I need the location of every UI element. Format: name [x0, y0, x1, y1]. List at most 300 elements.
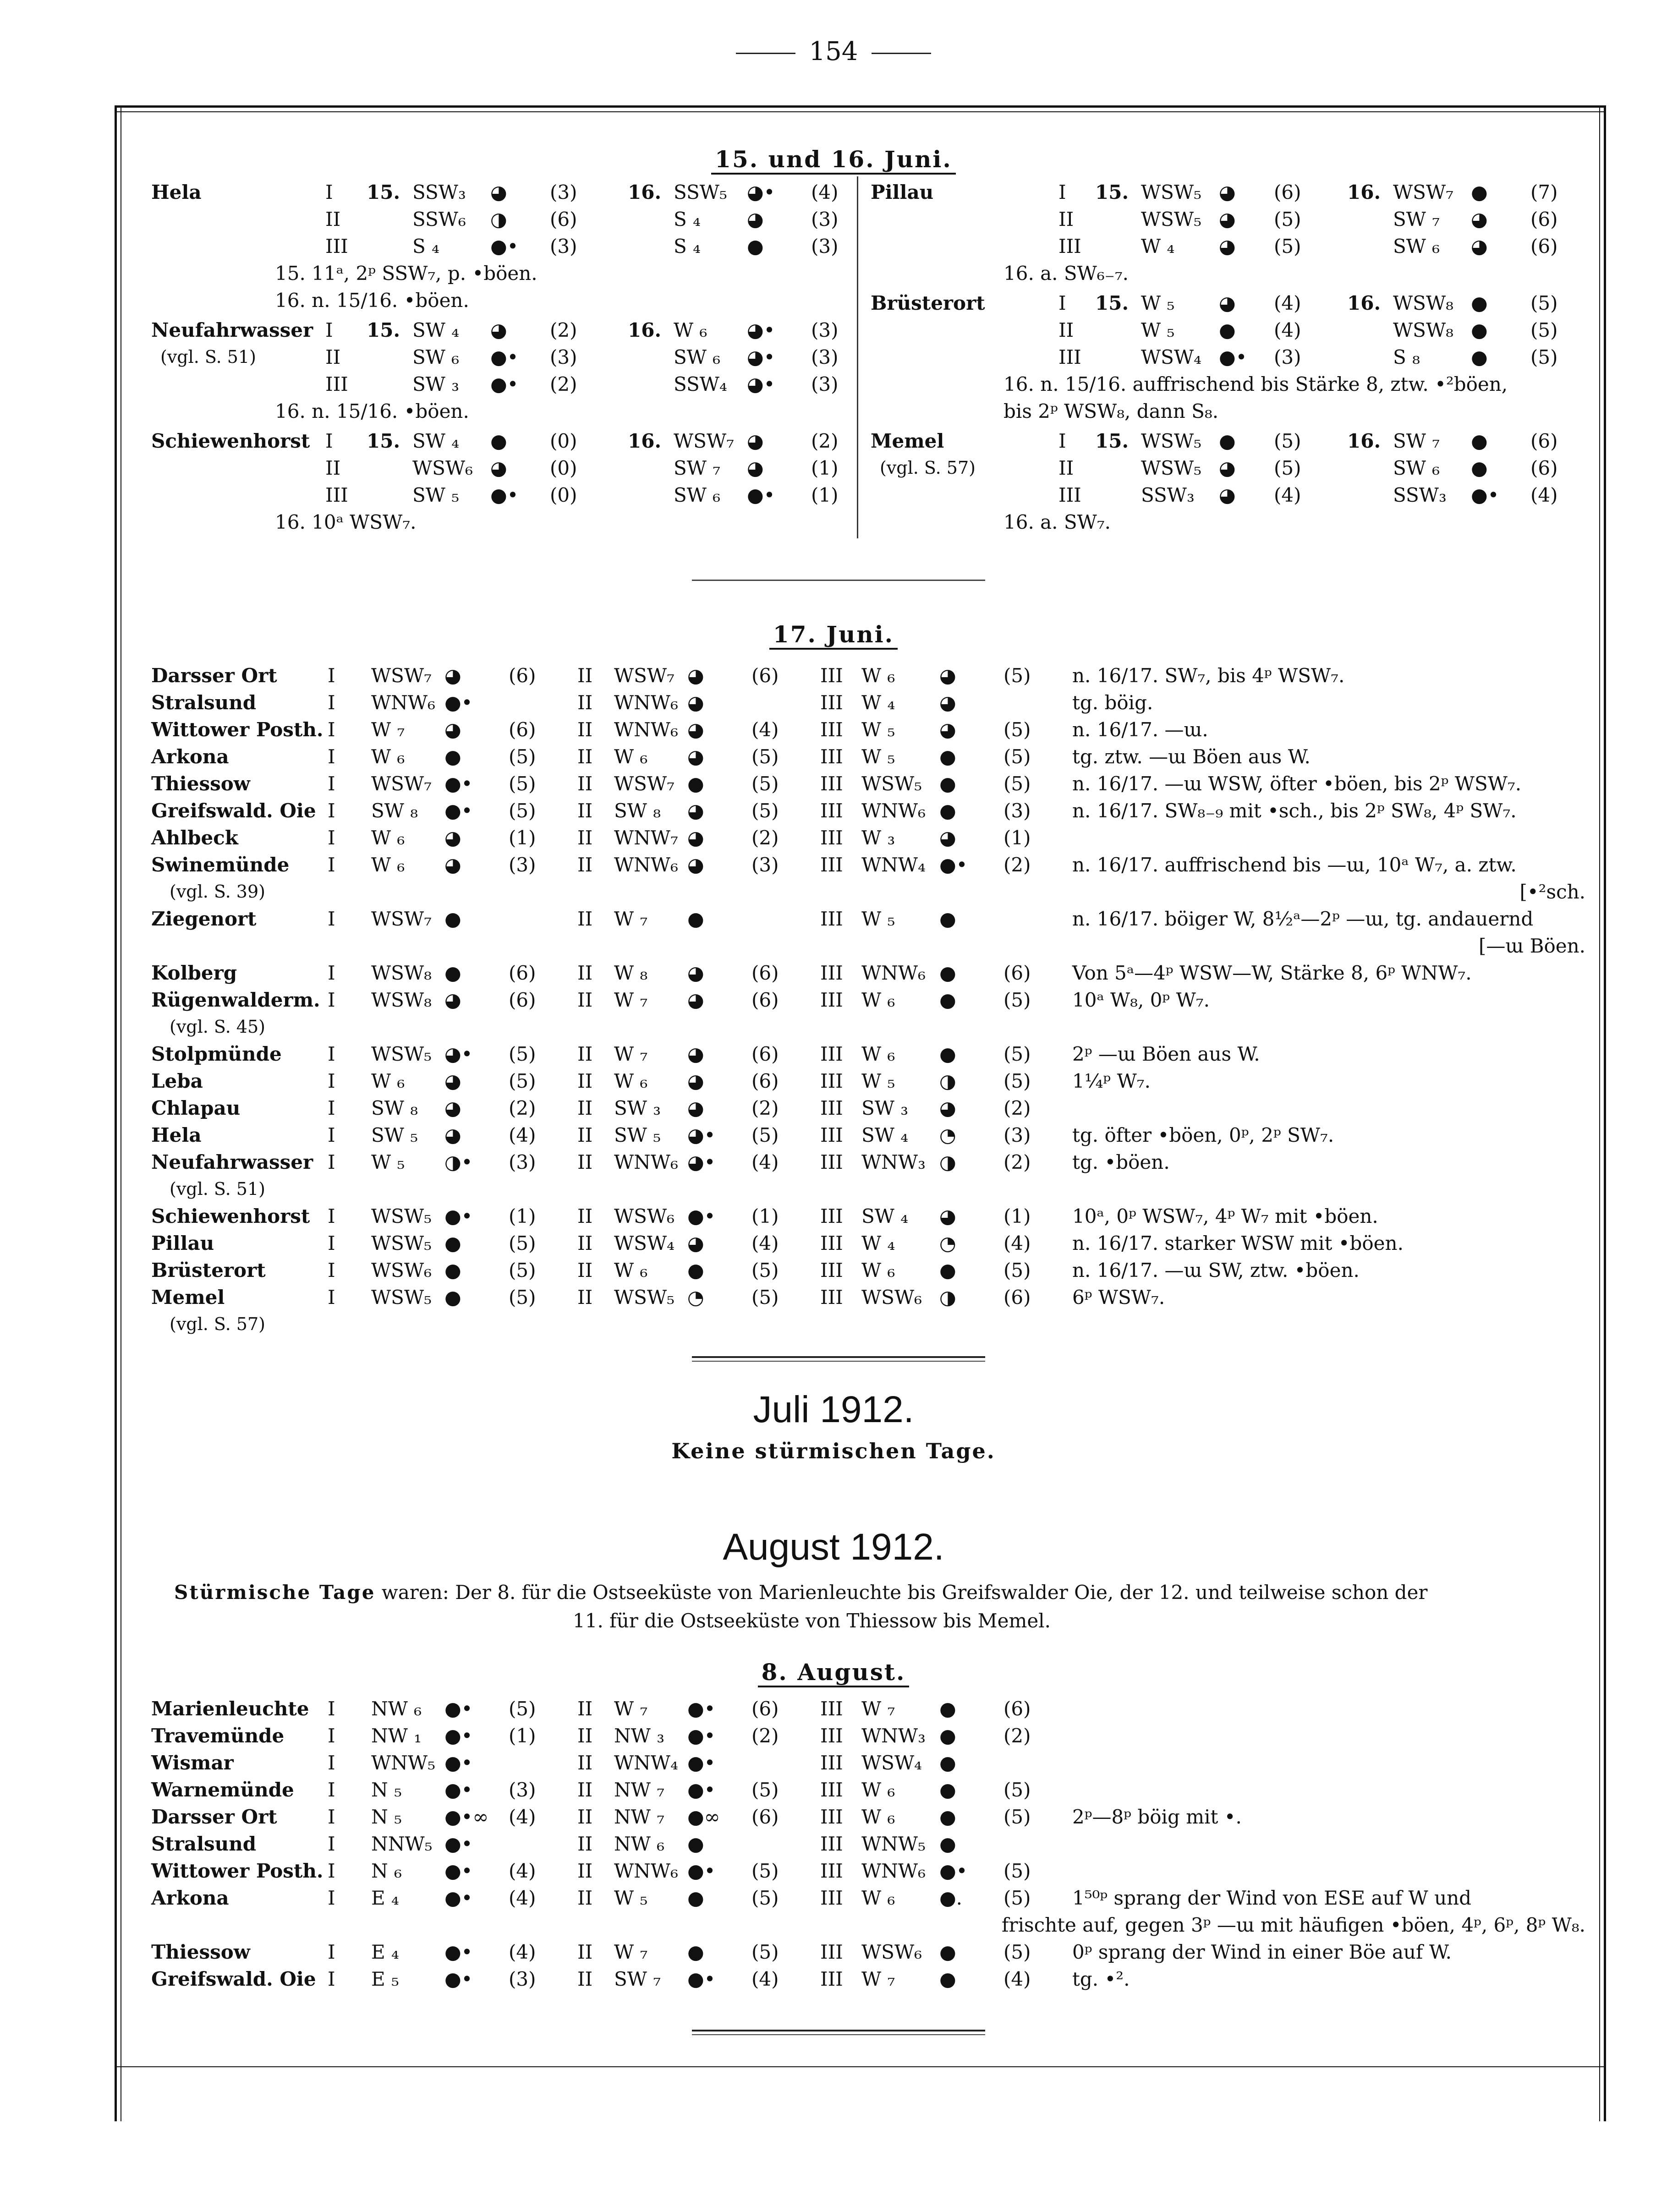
wind-value: WSW₅	[371, 1043, 432, 1065]
station-name: Wittower Posth.	[151, 1860, 324, 1882]
sky-symbol: ◕	[687, 962, 704, 984]
sky-symbol: ●.	[939, 1887, 962, 1909]
wind-value: WNW₇	[614, 827, 678, 849]
rule-decoration	[872, 53, 931, 54]
term-label: I	[328, 772, 335, 795]
sky-symbol: ●	[939, 1725, 956, 1747]
sea-state: (5)	[751, 1124, 779, 1146]
sky-symbol: ◕•	[687, 1124, 716, 1146]
station-name: Stralsund	[151, 691, 257, 714]
sea-state: (1)	[811, 484, 839, 506]
term-label: II	[1058, 319, 1074, 341]
day-label: 15.	[1095, 181, 1129, 203]
wind-value: WSW₈	[371, 989, 432, 1011]
sea-state: (6)	[751, 664, 779, 687]
wind-value: SW ₄	[412, 430, 460, 452]
sky-symbol: ●	[1471, 319, 1488, 341]
term-label: I	[328, 1697, 335, 1720]
wind-value: W ₇	[614, 989, 648, 1011]
station-row-continuation	[151, 932, 1585, 959]
wind-value: SW ₆	[674, 484, 721, 506]
august-intro-lead: Stürmische Tage	[174, 1581, 376, 1604]
wind-value: WNW₄	[861, 854, 926, 876]
wind-value: SW ₃	[861, 1097, 909, 1119]
sea-state: (4)	[1274, 292, 1301, 314]
term-label: III	[820, 989, 843, 1011]
station-name: Greifswald. Oie	[151, 799, 316, 822]
station-row	[151, 1122, 1585, 1149]
wind-value: W ₆	[371, 745, 405, 768]
sky-symbol: ●	[444, 1286, 461, 1309]
remark-text: 1⁵⁰ᵖ sprang der Wind von ESE auf W und	[1072, 1887, 1472, 1909]
sea-state: (3)	[1003, 799, 1031, 822]
sky-symbol: ◔	[939, 1124, 956, 1146]
sea-state: (5)	[1530, 292, 1558, 314]
wind-value: WNW₆	[614, 691, 678, 714]
remark-text: n. 16/17. SW₇, bis 4ᵖ WSW₇.	[1072, 664, 1345, 687]
term-label: II	[577, 1941, 593, 1963]
term-label: II	[1058, 208, 1074, 230]
wind-value: W ₇	[861, 1697, 895, 1720]
sky-symbol: ●•	[444, 1205, 473, 1227]
term-label: III	[820, 1259, 843, 1281]
wind-value: WSW₇	[1393, 181, 1453, 203]
wind-value: NW ₇	[614, 1779, 665, 1801]
station-row	[151, 427, 848, 454]
sky-symbol: ●•	[1471, 484, 1499, 506]
sea-state: (5)	[1003, 1779, 1031, 1801]
wind-value: WSW₅	[371, 1232, 432, 1254]
section-separator	[692, 1356, 985, 1362]
sea-state: (6)	[550, 208, 577, 230]
sea-state: (5)	[1003, 989, 1031, 1011]
wind-value: SSW₄	[674, 373, 727, 395]
term-label: I	[328, 962, 335, 984]
sea-state: (2)	[1003, 1151, 1031, 1173]
sea-state: (5)	[751, 1286, 779, 1309]
august-intro	[174, 1578, 1576, 1635]
wind-value: SW ₃	[614, 1097, 661, 1119]
sky-symbol: ●	[939, 1779, 956, 1801]
july-subtitle: Keine stürmischen Tage.	[671, 1439, 996, 1463]
sky-symbol: ◕	[444, 827, 461, 849]
wind-value: WSW₅	[371, 1286, 432, 1309]
wind-value: W ₇	[371, 718, 405, 741]
sea-state: (6)	[1003, 1286, 1031, 1309]
sky-symbol: ●	[939, 772, 956, 795]
wind-value: W ₅	[861, 1070, 895, 1092]
sea-state: (1)	[811, 457, 839, 479]
station-row	[151, 716, 1585, 743]
wind-value: SW ₅	[371, 1124, 418, 1146]
sea-state: (2)	[1003, 1097, 1031, 1119]
term-label: II	[577, 1752, 593, 1774]
station-name: Schiewenhorst	[151, 1205, 310, 1227]
sea-state: (6)	[1530, 430, 1558, 452]
term-label: I	[328, 1259, 335, 1281]
station-name: Travemünde	[151, 1725, 285, 1747]
sea-state: (6)	[751, 989, 779, 1011]
sea-state: (1)	[509, 827, 536, 849]
sea-state: (5)	[1274, 430, 1301, 452]
sky-symbol: ●	[687, 1941, 704, 1963]
wind-value: W ₅	[861, 908, 895, 930]
sky-symbol: ◕	[939, 718, 956, 741]
station-row	[151, 206, 848, 233]
sky-symbol: ●	[1471, 457, 1488, 479]
station-row	[871, 317, 1576, 344]
term-label: I	[328, 989, 335, 1011]
term-label: I	[328, 1286, 335, 1309]
sky-symbol: ◕	[444, 1070, 461, 1092]
sky-symbol: ●•	[687, 1752, 716, 1774]
sky-symbol: ●•	[687, 1779, 716, 1801]
sky-symbol: ◕	[1219, 181, 1236, 203]
station-row	[151, 824, 1585, 851]
term-label: I	[325, 181, 333, 203]
station-name: Arkona	[151, 745, 229, 768]
wind-value: WSW₈	[1393, 319, 1453, 341]
sea-state: (2)	[751, 1097, 779, 1119]
station-row	[151, 1776, 1585, 1803]
station-name: Thiessow	[151, 1941, 250, 1963]
station-name: Leba	[151, 1070, 203, 1092]
station-name: Greifswald. Oie	[151, 1968, 316, 1990]
sea-state: (4)	[751, 1968, 779, 1990]
term-label: II	[577, 718, 593, 741]
frame-bottom-rule	[115, 2066, 1604, 2067]
wind-value: WSW₈	[1393, 292, 1453, 314]
sky-symbol: ●•	[444, 691, 473, 714]
sea-state: (6)	[1274, 181, 1301, 203]
section-separator	[692, 2030, 985, 2035]
term-label: I	[328, 1779, 335, 1801]
sea-state: (6)	[1003, 1697, 1031, 1720]
sky-symbol: ●•	[687, 1725, 716, 1747]
wind-value: SW ₆	[412, 346, 460, 368]
sky-symbol: ●•	[444, 1887, 473, 1909]
sky-symbol: ●•∞	[444, 1806, 489, 1828]
sea-state: (4)	[1274, 319, 1301, 341]
station-row	[871, 233, 1576, 260]
remark-continuation: [—ɯ Böen.	[1479, 935, 1585, 957]
term-label: III	[820, 1887, 843, 1909]
sea-state: (3)	[550, 346, 577, 368]
wind-value: E ₄	[371, 1887, 399, 1909]
sky-symbol: ●•	[444, 1779, 473, 1801]
station-reference: (vgl. S. 57)	[170, 1314, 265, 1334]
term-label: III	[1058, 346, 1081, 368]
sea-state: (5)	[1274, 208, 1301, 230]
wind-value: WSW₆	[861, 1286, 922, 1309]
sea-state: (3)	[811, 346, 839, 368]
term-label: I	[328, 854, 335, 876]
sky-symbol: ●	[444, 1232, 461, 1254]
wind-value: SW ₈	[371, 799, 418, 822]
term-label: III	[820, 908, 843, 930]
station-row	[871, 482, 1576, 509]
wind-value: NW ₆	[614, 1833, 665, 1855]
section-title-june-17: 17. Juni.	[0, 621, 1667, 648]
station-row	[151, 1803, 1585, 1830]
station-name: Darsser Ort	[151, 1806, 277, 1828]
wind-value: N ₅	[371, 1806, 402, 1828]
station-row	[151, 689, 1585, 716]
station-name: Neufahrwasser	[151, 319, 313, 341]
term-label: I	[328, 1151, 335, 1173]
sea-state: (6)	[509, 962, 536, 984]
sea-state: (2)	[751, 1725, 779, 1747]
rule-decoration	[736, 53, 795, 54]
sea-state: (5)	[509, 1070, 536, 1092]
remark-text: tg. böig.	[1072, 691, 1153, 714]
frame-left-rule	[115, 105, 121, 2121]
sky-symbol: ◕	[939, 691, 956, 714]
term-label: II	[577, 772, 593, 795]
sky-symbol: ◕	[747, 457, 764, 479]
day-label: 16.	[628, 319, 662, 341]
term-label: III	[820, 854, 843, 876]
wind-value: WSW₇	[371, 664, 432, 687]
sky-symbol: ◕	[444, 1097, 461, 1119]
sea-state: (5)	[751, 1887, 779, 1909]
sky-symbol: ●•	[490, 373, 519, 395]
sea-state: (0)	[550, 457, 577, 479]
sea-state: (4)	[811, 181, 839, 203]
sky-symbol: ◕	[490, 319, 507, 341]
term-label: I	[325, 430, 333, 452]
wind-value: SW ₆	[1393, 457, 1440, 479]
wind-value: W ₆	[861, 664, 895, 687]
term-label: III	[820, 1860, 843, 1882]
wind-value: WNW₄	[614, 1752, 678, 1774]
wind-value: SSW₆	[412, 208, 466, 230]
sky-symbol: ●	[939, 1968, 956, 1990]
wind-value: WNW₆	[861, 962, 926, 984]
wind-value: W ₇	[861, 1968, 895, 1990]
wind-value: W ₇	[614, 1043, 648, 1065]
term-label: II	[577, 1205, 593, 1227]
term-label: I	[328, 1205, 335, 1227]
wind-value: E ₄	[371, 1941, 399, 1963]
wind-value: W ₅	[371, 1151, 405, 1173]
sea-state: (5)	[509, 1043, 536, 1065]
term-label: III	[820, 1205, 843, 1227]
wind-value: SSW₃	[1393, 484, 1447, 506]
wind-value: SW ₅	[614, 1124, 661, 1146]
sea-state: (5)	[751, 745, 779, 768]
wind-value: W ₃	[861, 827, 895, 849]
sky-symbol: ◕	[444, 1124, 461, 1146]
wind-value: W ₇	[614, 1941, 648, 1963]
sky-symbol: ◕	[687, 989, 704, 1011]
station-reference: (vgl. S. 39)	[170, 882, 265, 902]
august-intro-text: waren: Der 8. für die Ostseeküste von Marienleuchte bis Greifswalder Oie, der 12. und teilweise schon der	[375, 1581, 1428, 1604]
day-label: 16.	[628, 181, 662, 203]
sea-state: (5)	[1274, 235, 1301, 257]
term-label: II	[577, 908, 593, 930]
sky-symbol: ◕	[939, 827, 956, 849]
june17-table	[151, 662, 1585, 1338]
frame-top-rule	[115, 105, 1604, 112]
term-label: II	[577, 1259, 593, 1281]
term-label: I	[328, 1725, 335, 1747]
station-row	[151, 905, 1585, 932]
sky-symbol: ◕•	[687, 1151, 716, 1173]
term-label: III	[325, 373, 348, 395]
term-label: I	[328, 1887, 335, 1909]
sky-symbol: ◕	[747, 430, 764, 452]
remark-text: 0ᵖ sprang der Wind in einer Böe auf W.	[1072, 1941, 1452, 1963]
station-row	[151, 1695, 1585, 1722]
station-name: Thiessow	[151, 772, 250, 795]
station-row	[151, 1966, 1585, 1993]
wind-value: WNW₃	[861, 1725, 926, 1747]
term-label: III	[820, 799, 843, 822]
wind-value: W ₄	[861, 691, 895, 714]
term-label: II	[577, 827, 593, 849]
term-label: III	[820, 962, 843, 984]
sky-symbol: ●	[1471, 430, 1488, 452]
term-label: III	[820, 772, 843, 795]
term-label: II	[577, 1725, 593, 1747]
sky-symbol: ◕	[687, 718, 704, 741]
sea-state: (5)	[1003, 1941, 1031, 1963]
station-row	[151, 482, 848, 509]
sky-symbol: ◕	[687, 854, 704, 876]
wind-value: S ₄	[412, 235, 439, 257]
station-name: Swinemünde	[151, 854, 290, 876]
sky-symbol: ●	[939, 962, 956, 984]
term-label: I	[328, 908, 335, 930]
wind-value: W ₆	[861, 1259, 895, 1281]
station-row	[151, 797, 1585, 824]
term-label: III	[820, 1968, 843, 1990]
station-reference: (vgl. S. 51)	[160, 347, 256, 367]
sea-state: (6)	[751, 962, 779, 984]
station-note	[871, 371, 1576, 398]
wind-value: WSW₇	[371, 772, 432, 795]
note-text: 15. 11ᵃ, 2ᵖ SSW₇, p. •böen.	[275, 262, 537, 285]
station-row	[151, 179, 848, 206]
wind-value: SW ₅	[412, 484, 460, 506]
remark-text: n. 16/17. starker WSW mit •böen.	[1072, 1232, 1404, 1254]
wind-value: SW ₈	[614, 799, 661, 822]
wind-value: E ₅	[371, 1968, 399, 1990]
sky-symbol: ◕	[490, 181, 507, 203]
sky-symbol: ●	[444, 962, 461, 984]
sky-symbol: ●	[939, 799, 956, 822]
wind-value: WNW₅	[861, 1833, 926, 1855]
sky-symbol: ◕	[687, 827, 704, 849]
wind-value: W ₆	[861, 1887, 895, 1909]
june15-16-left-column	[151, 179, 848, 536]
note-text: 16. a. SW₇.	[1003, 511, 1111, 533]
day-label: 16.	[1347, 181, 1381, 203]
sea-state: (4)	[751, 1232, 779, 1254]
wind-value: WSW₆	[371, 1259, 432, 1281]
term-label: I	[328, 827, 335, 849]
sea-state: (4)	[509, 1860, 536, 1882]
sea-state: (1)	[509, 1725, 536, 1747]
remark-text: 10ᵃ, 0ᵖ WSW₇, 4ᵖ W₇ mit •böen.	[1072, 1205, 1378, 1227]
sky-symbol: ●•	[687, 1697, 716, 1720]
sky-symbol: ●	[444, 908, 461, 930]
station-reference: (vgl. S. 51)	[170, 1179, 265, 1199]
term-label: III	[820, 691, 843, 714]
wind-value: W ₅	[861, 718, 895, 741]
sea-state: (2)	[550, 319, 577, 341]
sea-state: (5)	[751, 1860, 779, 1882]
station-row	[151, 1749, 1585, 1776]
sea-state: (4)	[509, 1941, 536, 1963]
sky-symbol: ●•	[444, 772, 473, 795]
term-label: III	[820, 1286, 843, 1309]
note-text: bis 2ᵖ WSW₈, dann S₈.	[1003, 400, 1219, 422]
sea-state: (5)	[509, 799, 536, 822]
term-label: III	[820, 745, 843, 768]
term-label: III	[1058, 235, 1081, 257]
station-name: Hela	[151, 1124, 202, 1146]
station-note	[871, 509, 1576, 536]
sky-symbol: ●	[939, 1833, 956, 1855]
note-text: 16. a. SW₆₋₇.	[1003, 262, 1129, 285]
wind-value: NW ₁	[371, 1725, 422, 1747]
term-label: I	[328, 664, 335, 687]
sky-symbol: ●•	[1219, 346, 1247, 368]
station-note	[151, 287, 848, 314]
station-row	[871, 427, 1576, 454]
sea-state: (6)	[751, 1070, 779, 1092]
wind-value: SW ₈	[371, 1097, 418, 1119]
sky-symbol: ◑	[939, 1070, 956, 1092]
sky-symbol: ◑	[939, 1151, 956, 1173]
wind-value: SSW₅	[674, 181, 727, 203]
sea-state: (4)	[751, 1151, 779, 1173]
station-reference: (vgl. S. 57)	[880, 458, 976, 478]
wind-value: WSW₆	[614, 1205, 674, 1227]
sea-state: (3)	[509, 1968, 536, 1990]
sky-symbol: ●	[1471, 292, 1488, 314]
sky-symbol: ●	[939, 1043, 956, 1065]
station-name: Wittower Posth.	[151, 718, 324, 741]
sky-symbol: ◕	[939, 664, 956, 687]
station-row	[151, 1884, 1585, 1911]
term-label: I	[328, 1752, 335, 1774]
remark-text: 1¼ᵖ W₇.	[1072, 1070, 1151, 1092]
station-name: Memel	[151, 1286, 225, 1309]
remark-text: 2ᵖ —ɯ Böen aus W.	[1072, 1043, 1260, 1065]
sky-symbol: ●•	[687, 1968, 716, 1990]
sea-state: (5)	[509, 745, 536, 768]
station-row	[871, 290, 1576, 317]
station-row	[151, 1938, 1585, 1966]
sea-state: (2)	[1003, 1725, 1031, 1747]
station-row	[151, 454, 848, 482]
sea-state: (4)	[1530, 484, 1558, 506]
station-name: Warnemünde	[151, 1779, 294, 1801]
station-note	[871, 260, 1576, 287]
term-label: II	[325, 346, 341, 368]
station-name: Chlapau	[151, 1097, 241, 1119]
sea-state: (0)	[550, 430, 577, 452]
sky-symbol: ●	[939, 1259, 956, 1281]
station-row	[151, 662, 1585, 689]
station-row	[151, 1095, 1585, 1122]
station-row	[151, 1284, 1585, 1311]
station-row	[151, 317, 848, 344]
remark-text: n. 16/17. —ɯ SW, ztw. •böen.	[1072, 1259, 1360, 1281]
